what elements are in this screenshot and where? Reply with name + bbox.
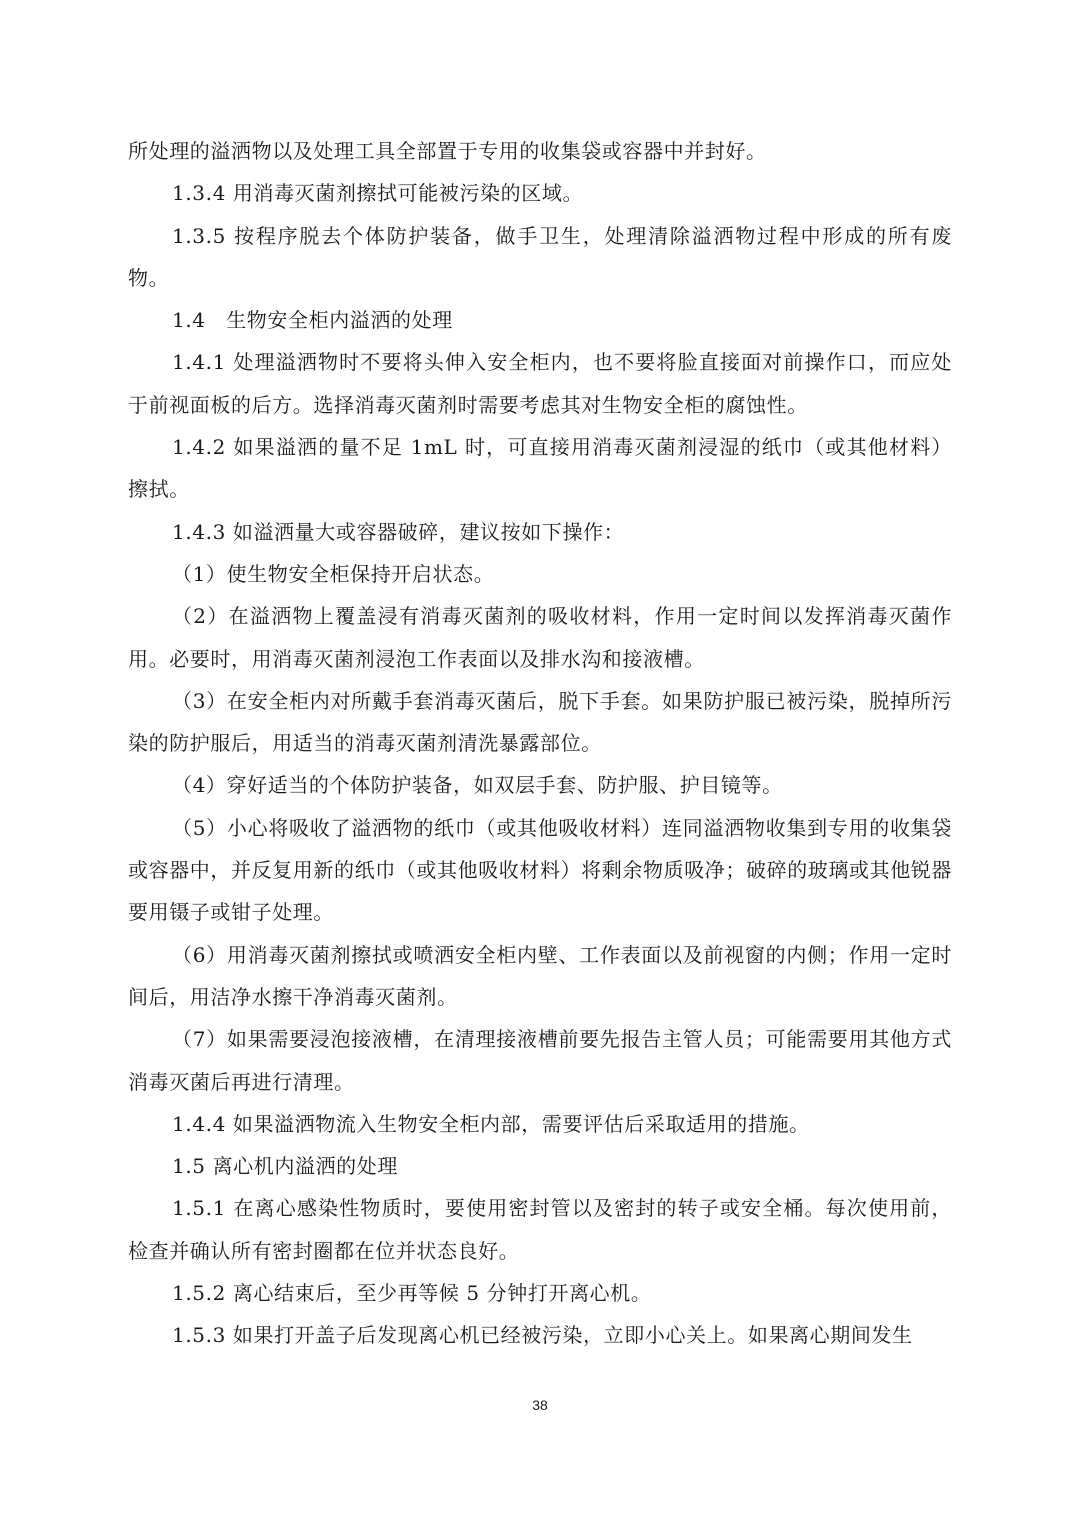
list-item-2: （2）在溢洒物上覆盖浸有消毒灭菌剂的吸收材料，作用一定时间以发挥消毒灭菌作用。必要时，用消毒灭菌剂浸泡工作表面以及排水沟和接液槽。	[128, 604, 952, 671]
page-number: 38	[532, 1397, 548, 1413]
list-item-3: （3）在安全柜内对所戴手套消毒灭菌后，脱下手套。如果防护服已被污染，脱掉所污染的防护服后，用适当的消毒灭菌剂清洗暴露部位。	[128, 688, 952, 756]
paragraph-continuation: 所处理的溢洒物以及处理工具全部置于专用的收集袋或容器中并封好。	[128, 139, 767, 163]
paragraph-1-4-4: 1.4.4 如果溢洒物流入生物安全柜内部，需要评估后采取适用的措施。	[172, 1111, 810, 1136]
section-heading-1-4: 1.4 生物安全柜内溢洒的处理	[172, 308, 453, 333]
paragraph-1-5-1: 1.5.1 在离心感染性物质时，要使用密封管以及密封的转子或安全桶。每次使用前，检查并确认所有密封圈都在位并状态良好。	[128, 1196, 952, 1263]
paragraph-1-4-1: 1.4.1 处理溢洒物时不要将头伸入安全柜内，也不要将脸直接面对前操作口，而应处于前视面板的后方。选择消毒灭菌剂时需要考虑其对生物安全柜的腐蚀性。	[128, 350, 952, 417]
paragraph-1-3-5: 1.3.5 按程序脱去个体防护装备，做手卫生，处理清除溢洒物过程中形成的所有废物。	[128, 223, 952, 290]
list-item-1: （1）使生物安全柜保持开启状态。	[172, 561, 495, 586]
section-heading-1-5: 1.5 离心机内溢洒的处理	[172, 1154, 398, 1179]
paragraph-1-4-3: 1.4.3 如溢洒量大或容器破碎，建议按如下操作：	[172, 519, 625, 544]
list-item-5: （5）小心将吸收了溢洒物的纸巾（或其他吸收材料）连同溢洒物收集到专用的收集袋或容器中，并反复用新的纸巾（或其他吸收材料）将剩余物质吸净；破碎的玻璃或其他锐器要用镊子或钳子处理。	[128, 815, 952, 925]
paragraph-1-4-2: 1.4.2 如果溢洒的量不足 1mL 时，可直接用消毒灭菌剂浸湿的纸巾（或其他材料）擦拭。	[128, 435, 952, 502]
paragraph-1-5-2: 1.5.2 离心结束后，至少再等候 5 分钟打开离心机。	[172, 1281, 652, 1306]
body-text	[128, 130, 952, 1357]
paragraph-1-3-4: 1.3.4 用消毒灭菌剂擦拭可能被污染的区域。	[172, 181, 584, 206]
list-item-7: （7）如果需要浸泡接液槽，在清理接液槽前要先报告主管人员；可能需要用其他方式消毒灭菌后再进行清理。	[128, 1027, 952, 1094]
paragraph-1-5-3: 1.5.3 如果打开盖子后发现离心机已经被污染，立即小心关上。如果离心期间发生	[172, 1323, 913, 1348]
list-item-4: （4）穿好适当的个体防护装备，如双层手套、防护服、护目镜等。	[172, 773, 783, 798]
list-item-6: （6）用消毒灭菌剂擦拭或喷洒安全柜内壁、工作表面以及前视窗的内侧；作用一定时间后，用洁净水擦干净消毒灭菌剂。	[128, 942, 952, 1009]
